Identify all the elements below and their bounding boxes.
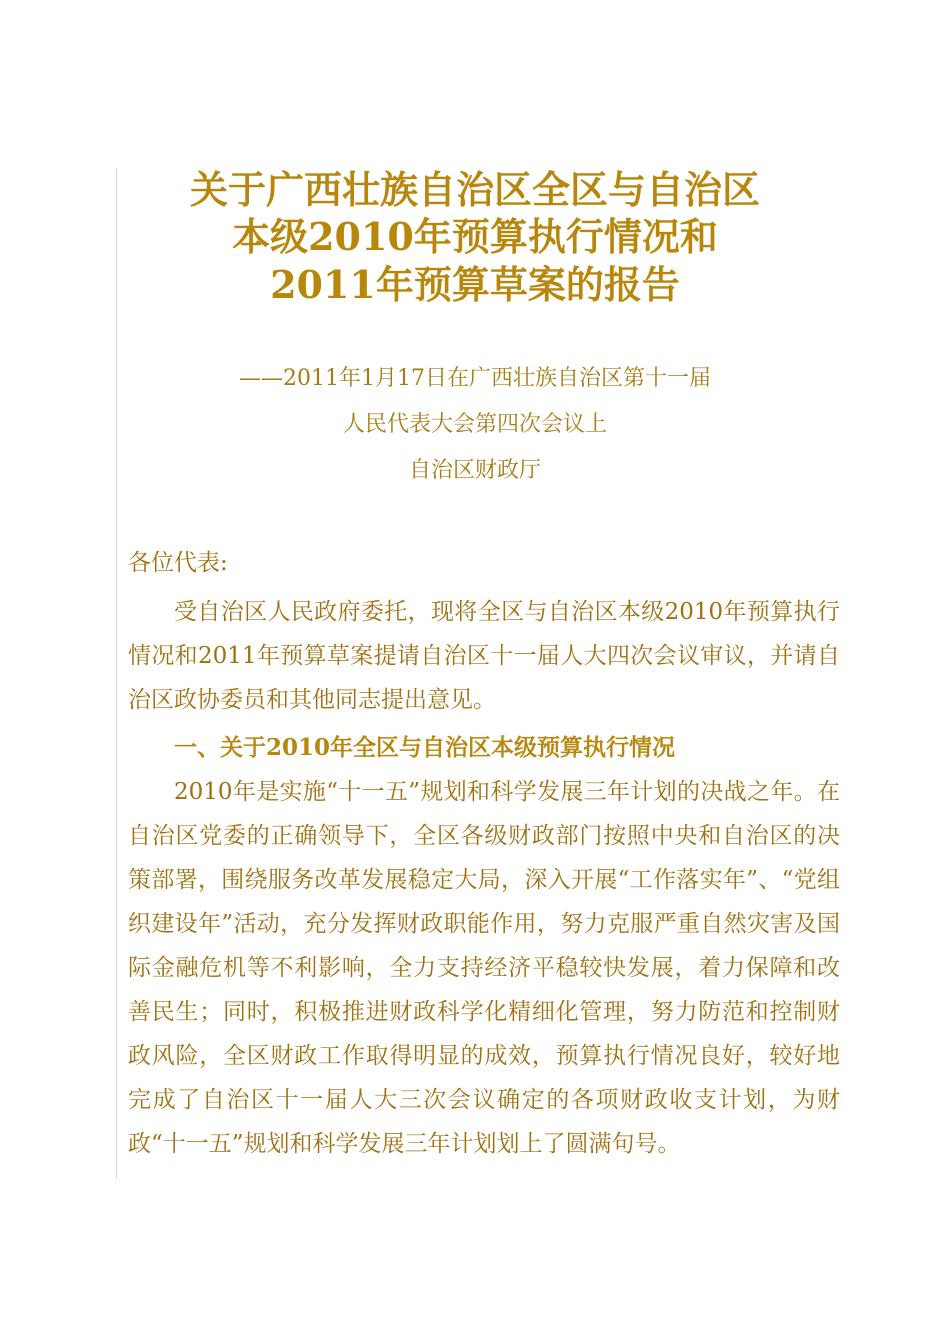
document-title-line-2: 本级2010年预算执行情况和	[232, 214, 718, 259]
subtitle-line-1: ——2011年1月17日在广西壮族自治区第十一届	[239, 366, 711, 391]
greeting: 各位代表:	[128, 550, 228, 576]
section-heading: 一、关于2010年全区与自治区本级预算执行情况	[174, 734, 676, 761]
subtitle-line-3: 自治区财政厅	[408, 458, 541, 483]
document-title-line-3: 2011年预算草案的报告	[270, 262, 680, 307]
paragraph-2: 2010年是实施“十一五”规划和科学发展三年计划的决战之年。在自治区党委的正确领导下，全区各级财政部门按照中央和自治区的决策部署，围绕服务改革发展稳定大局，深入开展“工作落实年”、“党组织建设年”活动，充分发挥财政职能作用，努力克服严重自然灾害及国际金融危机等不利影响，全力支持经济平稳较快发展，着力保障和改善民生；同时，积极推进财政科学化精细化管理，努力防范和控制财政风险，全区财政工作取得明显的成效，预算执行情况良好，较好地完成了自治区十一届人大三次会议确定的各项财政收支计划，为财政“十一五”规划和科学发展三年计划划上了圆满句号。	[128, 779, 840, 1157]
document-title-line-1: 关于广西壮族自治区全区与自治区	[189, 167, 760, 212]
page-margin-line	[116, 168, 117, 1178]
paragraph-1: 受自治区人民政府委托，现将全区与自治区本级2010年预算执行情况和2011年预算草案提请自治区十一届人大四次会议审议，并请自治区政协委员和其他同志提出意见。	[128, 599, 840, 713]
subtitle-line-2: 人民代表大会第四次会议上	[342, 412, 607, 437]
